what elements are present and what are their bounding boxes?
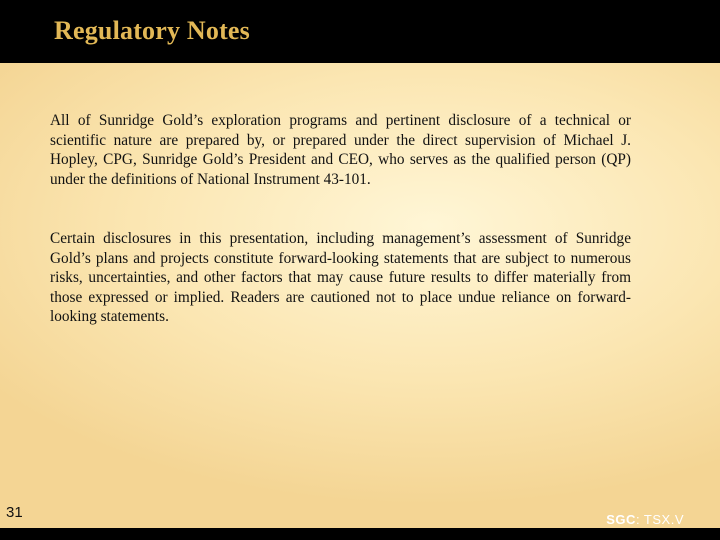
- footer-bar: [0, 528, 720, 540]
- ticker-exchange: : TSX.V: [635, 512, 684, 527]
- header-bar: [0, 0, 720, 63]
- slide-title: Regulatory Notes: [54, 16, 250, 45]
- slide-content: [0, 63, 720, 528]
- ticker-symbol: SGC: [606, 512, 636, 527]
- paragraph-forward-looking: Certain disclosures in this presentation, including management’s assessment of Sunridge Gold’s plans and projects constitute forward-looking statements that are subject to numerous risks, uncertainties, and other factors that may cause future results to differ materially from those expressed or implied. Readers are cautioned not to place undue reliance on forward-looking statements.: [50, 230, 631, 326]
- ticker-label: [606, 512, 684, 527]
- page-number: 31: [6, 504, 23, 521]
- paragraph-qualified-person: All of Sunridge Gold’s exploration programs and pertinent disclosure of a technical or scientific nature are prepared by, or prepared under the direct supervision of Michael J. Hopley, CPG, Sunridge Gold’s President and CEO, who serves as the qualified person (QP) under the definitions of National Instrument 43-101.: [50, 112, 631, 188]
